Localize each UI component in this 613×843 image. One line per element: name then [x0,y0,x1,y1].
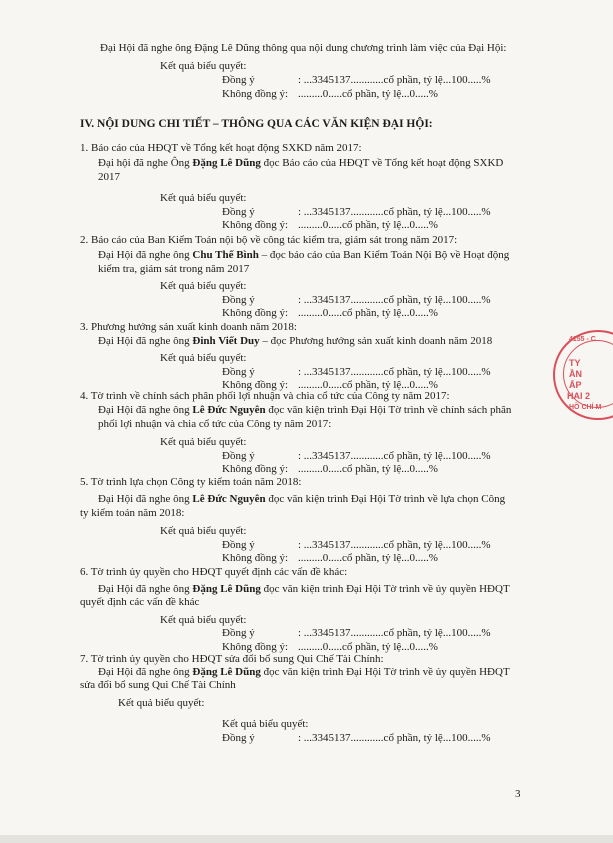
section-heading: IV. NỘI DUNG CHI TIẾT – THÔNG QUA CÁC VĂN KIỆN ĐẠI HỘI: [80,118,433,130]
item-5-disagree-value: .........0.....cổ phần, tỷ lệ...0.....% [298,552,438,564]
item-1-disagree-value: .........0.....cổ phần, tỷ lệ...0.....% [298,219,438,231]
item-2-title: 2. Báo cáo của Ban Kiểm Toán nội bộ về công tác kiểm tra, giám sát trong năm 2017: [80,234,458,246]
intro-agree-label: Đồng ý [222,74,255,86]
item-4-desc: Đại Hội đã nghe ông Lê Đức Nguyên đọc văn kiện trình Đại Hội Tờ trình về chính sách phân [98,404,512,416]
item-6-agree-label: Đồng ý [222,627,255,639]
item-6-desc-line2: quyết định các vấn đề khác [80,596,200,608]
item-7-agree-label: Đồng ý [222,732,255,744]
item-3-agree-label: Đồng ý [222,366,255,378]
item-1-desc-line2: 2017 [98,171,120,183]
item-6-agree-value: : ...3345137............cổ phần, tỷ lệ...100.....% [298,627,491,639]
stamp-arc-text: HỒ CHÍ M [569,404,602,411]
item-2-agree-label: Đồng ý [222,294,255,306]
item-5-agree-value: : ...3345137............cổ phần, tỷ lệ...100.....% [298,539,491,551]
item-4-agree-label: Đồng ý [222,450,255,462]
item-6-result-label: Kết quả biểu quyết: [160,614,247,626]
item-2-desc: Đại Hội đã nghe ông Chu Thế Bình – đọc báo cáo của Ban Kiểm Toán Nội Bộ về Hoạt động [98,249,510,261]
item-4-desc-line2: phối lợi nhuận và chia cổ tức của Công ty năm 2017: [98,418,332,430]
item-5-result-label: Kết quả biểu quyết: [160,525,247,537]
item-3-desc: Đại Hội đã nghe ông Đinh Viết Duy – đọc Phương hướng sản xuất kinh doanh năm 2018 [98,335,493,347]
item-6-title: 6. Tờ trình ủy quyền cho HĐQT quyết định các vấn đề khác: [80,566,348,578]
stamp-code: 4155 - C [569,336,596,343]
item-3-disagree-label: Không đồng ý: [222,379,288,391]
page-number: 3 [515,788,521,800]
item-7-result-label: Kết quả biểu quyết: [118,697,205,709]
item-5-disagree-label: Không đồng ý: [222,552,288,564]
scan-edge [0,835,613,843]
item-1-title: 1. Báo cáo của HĐQT về Tổng kết hoạt động SXKD năm 2017: [80,142,362,154]
item-2-disagree-label: Không đồng ý: [222,307,288,319]
item-7-agree-value: : ...3345137............cổ phần, tỷ lệ...100.....% [298,732,491,744]
item-6-disagree-value: .........0.....cổ phần, tỷ lệ...0.....% [298,641,438,653]
item-1-agree-label: Đồng ý [222,206,255,218]
stamp-line-2: ẦN [569,369,582,379]
item-1-desc: Đại hội đã nghe Ông Đặng Lê Dũng đọc Báo cáo của HĐQT về Tổng kết hoạt động SXKD [98,157,504,169]
intro-disagree-label: Không đồng ý: [222,88,288,100]
stamp-line-4: HAI 2 [567,391,591,401]
item-5-desc-line2: ty kiểm toán năm 2018: [80,507,185,519]
item-3-agree-value: : ...3345137............cổ phần, tỷ lệ...100.....% [298,366,491,378]
stamp-line-1: TY [569,358,581,368]
item-5-desc: Đại Hội đã nghe ông Lê Đức Nguyên đọc văn kiện trình Đại Hội Tờ trình về lựa chọn Công [98,493,506,505]
item-5-title: 5. Tờ trình lựa chọn Công ty kiểm toán năm 2018: [80,476,302,488]
item-2-desc-line2: kiểm tra, giám sát trong năm 2017 [98,263,250,275]
company-stamp [553,330,613,420]
item-1-result-label: Kết quả biểu quyết: [160,192,247,204]
item-4-result-label: Kết quả biểu quyết: [160,436,247,448]
item-3-disagree-value: .........0.....cổ phần, tỷ lệ...0.....% [298,379,438,391]
item-6-disagree-label: Không đồng ý: [222,641,288,653]
item-1-disagree-label: Không đồng ý: [222,219,288,231]
item-1-agree-value: : ...3345137............cổ phần, tỷ lệ...100.....% [298,206,491,218]
item-7-title: 7. Tờ trình ủy quyền cho HĐQT sửa đổi bổ sung Qui Chế Tài Chính: [80,653,384,665]
stamp-line-3: ẤP [569,380,582,390]
item-2-result-label: Kết quả biểu quyết: [160,280,247,292]
item-7-desc-line2: sửa đổi bổ sung Qui Chế Tài Chính [80,679,236,691]
item-4-title: 4. Tờ trình về chính sách phân phối lợi nhuận và chia cổ tức của Công ty năm 2017: [80,390,450,402]
intro-result-label: Kết quả biểu quyết: [160,60,247,72]
intro-agree-value: : ...3345137............cổ phần, tỷ lệ...100.....% [298,74,491,86]
item-4-disagree-label: Không đồng ý: [222,463,288,475]
intro-disagree-value: .........0.....cổ phần, tỷ lệ...0.....% [298,88,438,100]
item-3-title: 3. Phương hướng sản xuất kinh doanh năm 2018: [80,321,297,333]
intro-line: Đại Hội đã nghe ông Đặng Lê Dũng thông qua nội dung chương trình làm việc của Đại Hội: [100,42,507,54]
item-7-result-label-2: Kết quả biểu quyết: [222,718,309,730]
item-2-agree-value: : ...3345137............cổ phần, tỷ lệ...100.....% [298,294,491,306]
item-7-desc: Đại Hội đã nghe ông Đặng Lê Dũng đọc văn kiện trình Đại Hội Tờ trình về ủy quyền HĐQT [98,666,510,678]
item-6-desc: Đại Hội đã nghe ông Đặng Lê Dũng đọc văn kiện trình Đại Hội Tờ trình về ủy quyền HĐQT [98,583,510,595]
item-3-result-label: Kết quả biểu quyết: [160,352,247,364]
item-5-agree-label: Đồng ý [222,539,255,551]
item-4-disagree-value: .........0.....cổ phần, tỷ lệ...0.....% [298,463,438,475]
item-4-agree-value: : ...3345137............cổ phần, tỷ lệ...100.....% [298,450,491,462]
item-2-disagree-value: .........0.....cổ phần, tỷ lệ...0.....% [298,307,438,319]
